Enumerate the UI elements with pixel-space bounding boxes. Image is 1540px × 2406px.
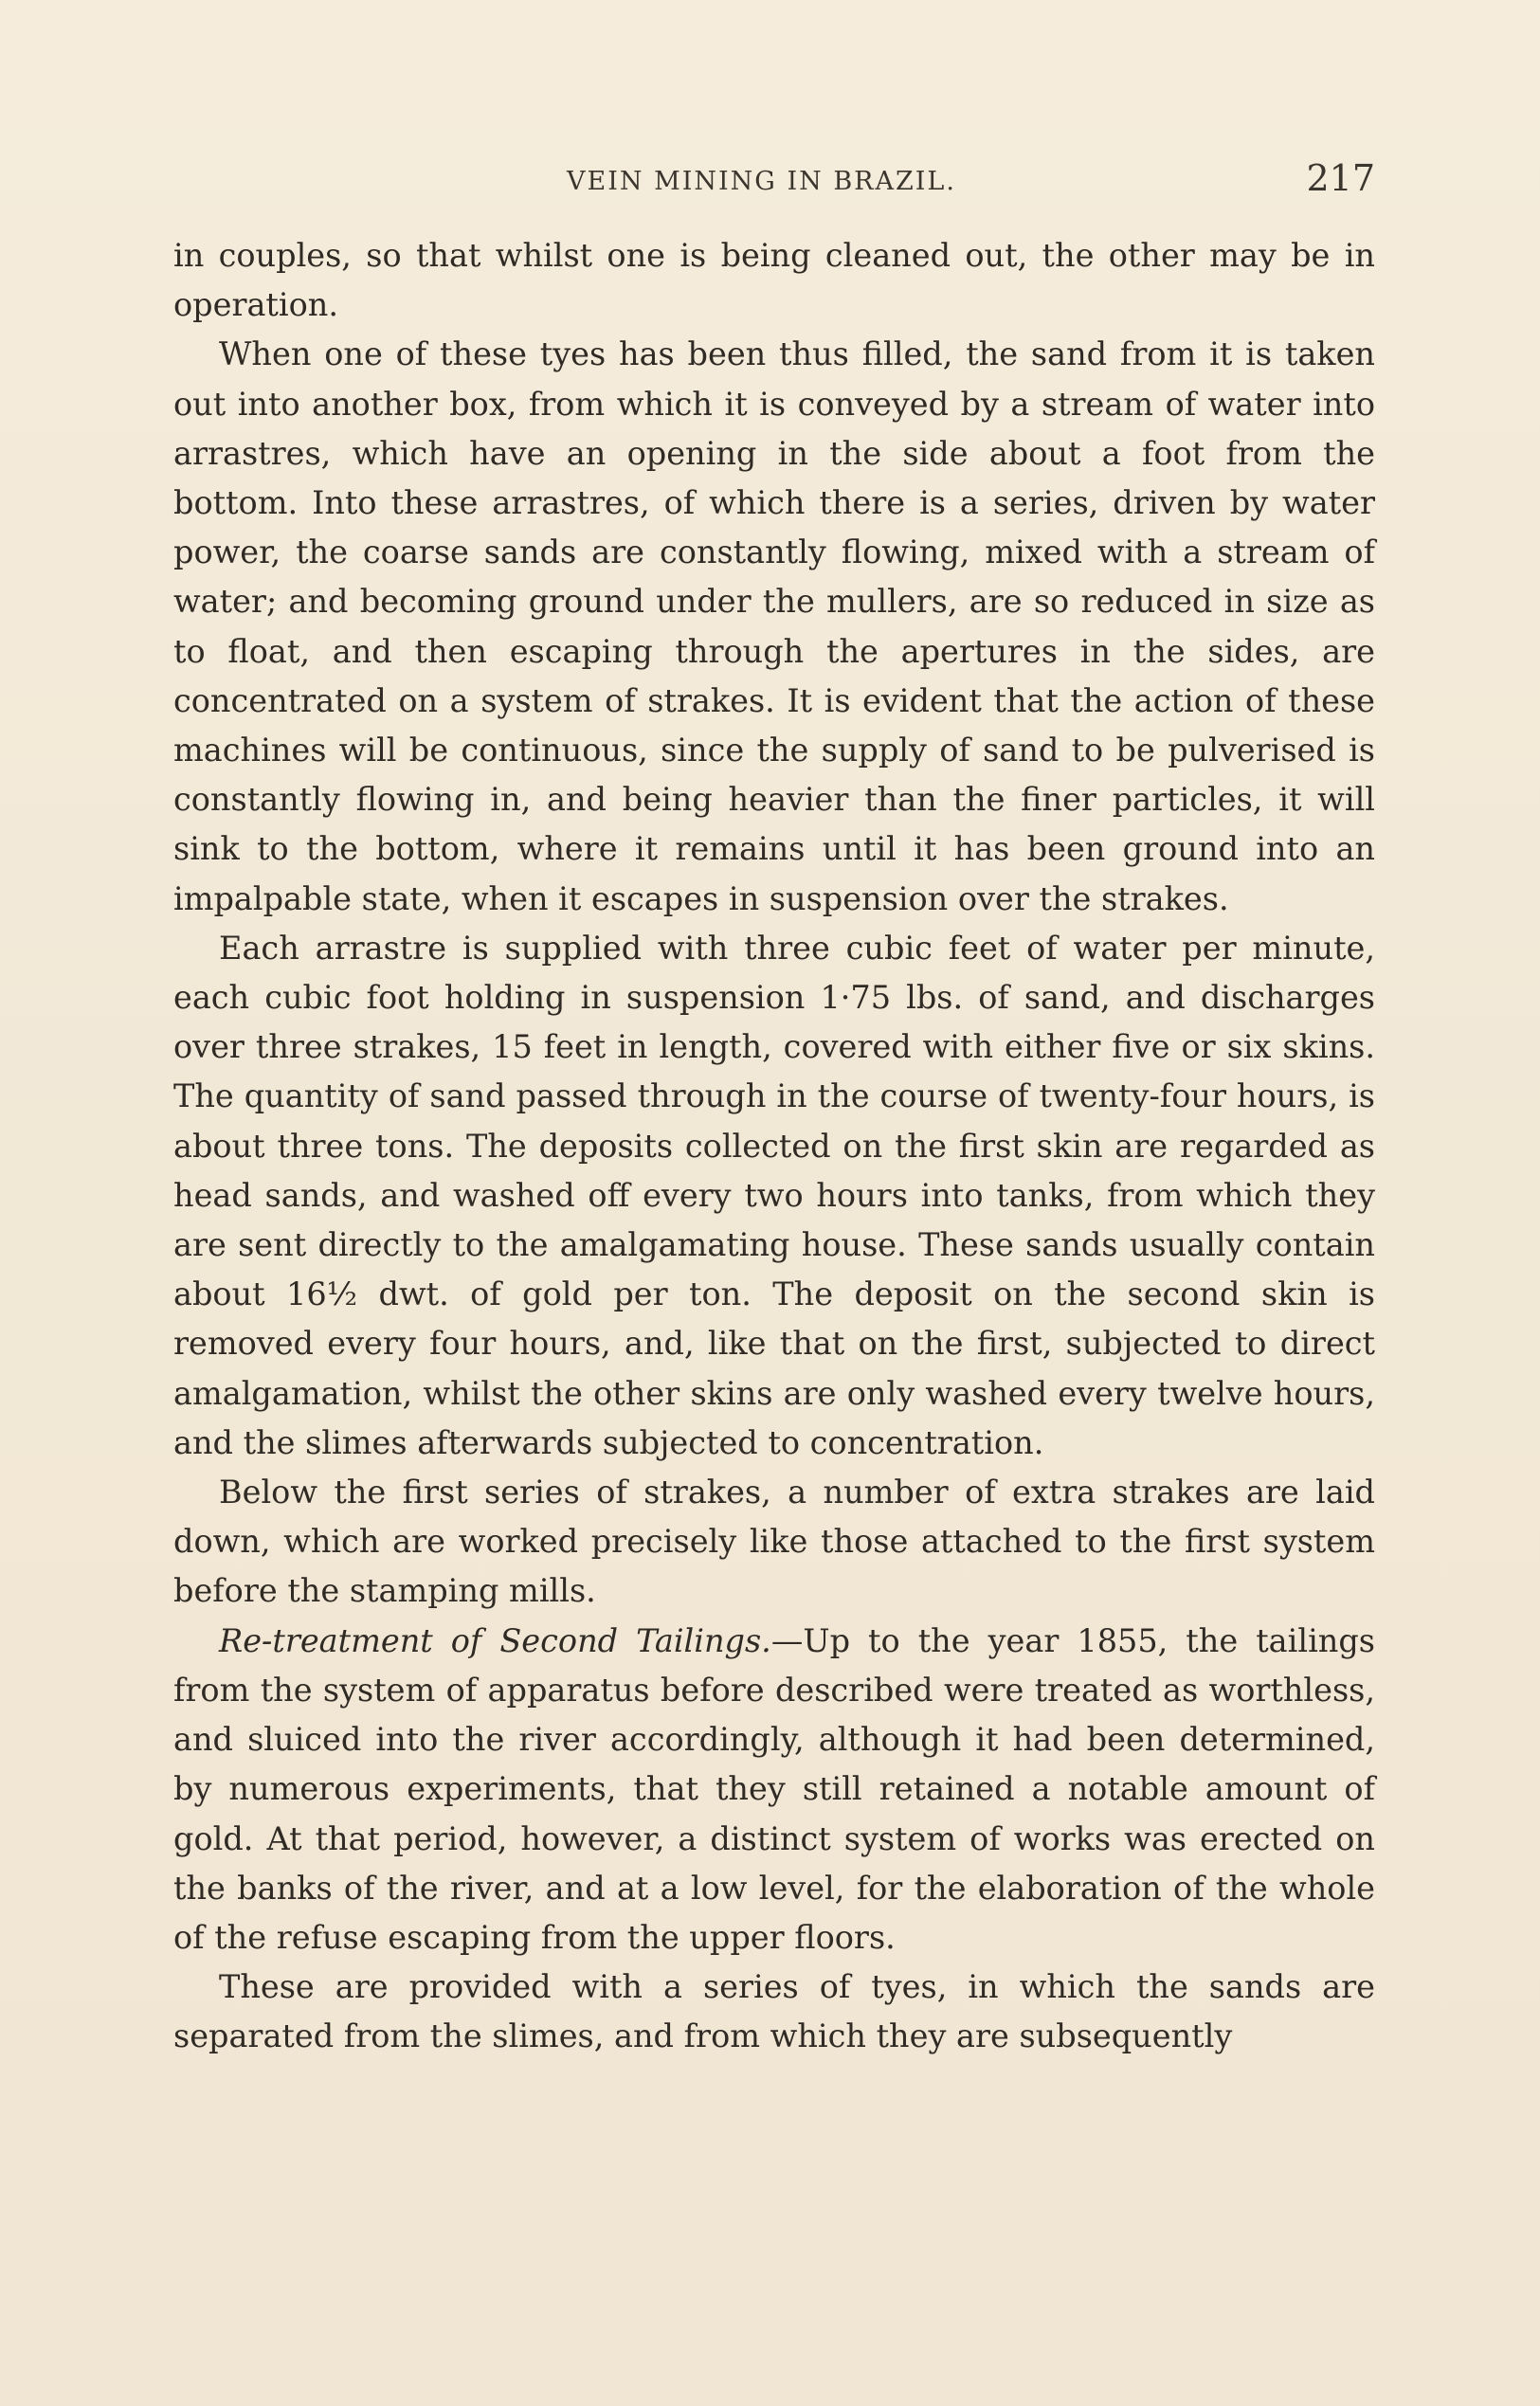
paragraph-3-text: Each arrastre is supplied with three cubic feet of water per minute, each cubic foot holding in suspension 1·75 lbs. of sand, and discharges over three strakes, 15 feet in length, covered with either five or six skins. The quantity of sand passed through in the course of twenty-four hours, is about three tons. The deposits collected on the first skin are regarded as head sands, and washed off every two hours into tanks, from which they are sent directly to the amalgamating house. These sands usually contain about 16½ dwt. of gold per ton. The deposit on the second skin is removed every four hours, and, like that on the first, subjected to direct amalgamation, whilst the other skins are only washed every twelve hours, and the slimes afterwards subjected to concentration. <box>173 929 1375 1461</box>
body-text <box>173 231 1375 2062</box>
page-header <box>173 155 1375 208</box>
paragraph-6-text: These are provided with a series of tyes, in which the sands are separated from the slimes, and from which they are subsequently <box>173 1968 1375 2055</box>
paragraph-3 <box>173 924 1375 1468</box>
paragraph-4 <box>173 1468 1375 1617</box>
paragraph-1 <box>173 231 1375 330</box>
paragraph-2 <box>173 330 1375 923</box>
section-lead-heading: Re-treatment of Second Tailings. <box>219 1621 771 1659</box>
paragraph-4-text: Below the first series of strakes, a number of extra strakes are laid down, which are worked precisely like those attached to the first system before the stamping mills. <box>173 1474 1375 1610</box>
paragraph-5-text: —Up to the year 1855, the tailings from the system of apparatus before described were treated as worthless, and sluiced into the river accordingly, although it had been determined, by numerous experiments, that they still retained a notable amount of gold. At that period, however, a distinct system of works was erected on the banks of the river, and at a low level, for the elaboration of the whole of the refuse escaping from the upper floors. <box>173 1621 1375 1956</box>
paragraph-5 <box>173 1617 1375 1963</box>
page-number: 217 <box>1306 157 1375 199</box>
paragraph-1-text: in couples, so that whilst one is being cleaned out, the other may be in operation. <box>173 237 1375 324</box>
paragraph-2-text: When one of these tyes has been thus filled, the sand from it is taken out into another box, from which it is conveyed by a stream of water into arrastres, which have an opening in the side about a foot from the bottom. Into these arrastres, of which there is a series, driven by water power, the coarse sands are constantly flowing, mixed with a stream of water; and becoming ground under the mullers, are so reduced in size as to float, and then escaping through the apertures in the sides, are concentrated on a system of strakes. It is evident that the action of these machines will be continuous, since the supply of sand to be pulverised is constantly flowing in, and being heavier than the finer particles, it will sink to the bottom, where it remains until it has been ground into an impalpable state, when it escapes in suspension over the strakes. <box>173 335 1375 917</box>
running-head: VEIN MINING IN BRAZIL. <box>567 167 956 196</box>
paragraph-6 <box>173 1963 1375 2061</box>
